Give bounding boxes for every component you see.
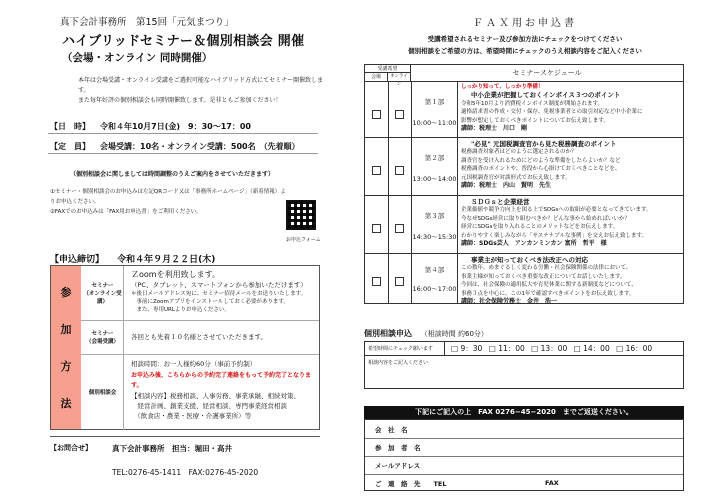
form-divider [365, 456, 683, 457]
header-online: オンライン [388, 73, 411, 81]
session-body: 調査官を受け入れるためにどのような準備をしたらよいか？など [461, 157, 621, 164]
individual-sub: （相談時間 約60分） [420, 330, 488, 338]
time-prompt: 希望時間にチェック願います [365, 342, 445, 356]
session-content [461, 256, 679, 306]
session-row [365, 137, 683, 138]
intro-line: また毎年好評の個別相談会も同時開催致します。是非ともご参加ください！ [78, 97, 282, 104]
column-divider [388, 81, 389, 304]
session-label: 第２部 13:00～14:00 [412, 154, 457, 183]
row-line: 経営計画、創業支援、経営相談、専門事業経営相談 [131, 402, 287, 410]
session-body: わかりやすく楽しみながら「サステナブルな事例」を交えお伝え致します。 [461, 232, 648, 239]
side-char: 法 [60, 397, 72, 410]
date-label: 【日 時】 [50, 122, 90, 131]
session-row [365, 195, 683, 196]
session-speaker: 講師：SDGs芸人 アンカンミンカン 富所 哲平 様 [461, 240, 607, 248]
row-line: また、専用URLよりお申込ください。 [131, 307, 230, 313]
qr-code[interactable] [286, 200, 316, 230]
session-title: ＳＤＧｓと企業経営 [471, 198, 530, 206]
qr-label: お申込フォーム [286, 237, 321, 243]
org-line: 真下会計事務所 第15回「元気まつり」 [60, 17, 234, 28]
note-line: ①セミナー・個別相談会のお申込みは左記QRコード又は「事務所ホームページ」（新着情報）よりお申込ください。 [50, 189, 286, 205]
session-body: 適格請求書の作成・交付・保存、免税事業者との取引対応など中小企業に [461, 109, 643, 116]
session-label: 第３部 14:30～15:30 [412, 212, 457, 241]
row-line: 【相談内容】税務相談、人事労務、事業承継、相続対策、 [131, 392, 300, 400]
session-body: この数年、めまぐるしく変わる労働・社会保険関係の法律において、 [461, 265, 632, 272]
time-slot-label: 14：00 [583, 344, 610, 353]
page-title: ハイブリッドセミナー＆個別相談会 開催 [62, 34, 305, 49]
session-content [461, 83, 679, 133]
company-field[interactable]: 会 社 名 [375, 426, 408, 434]
row-label-consult [82, 354, 124, 430]
session-body: 今回は、社会保険の適用拡大や育児休業に関する新制度などについて、 [461, 282, 637, 289]
side-char: 加 [60, 323, 72, 336]
session-body: 元国税調査官が対談形式でお伝え致します。 [461, 174, 571, 181]
time-slot[interactable]: □ [451, 344, 459, 353]
row-line: （飲食店・農業・医療・介護事業所）等 [131, 412, 252, 420]
consultation-note: （個別相談会に関しましては時間調整のうえご案内をさせていただきます） [70, 171, 275, 178]
seminar-schedule-table [364, 64, 684, 304]
row-line: 各回とも先着１０名様とさせていただきます。 [131, 333, 267, 341]
row-line: Ｚoomを利用致します。 [131, 270, 220, 279]
capacity-label: 【定 員】 [50, 142, 90, 151]
phone-field[interactable]: ご 連 絡 先 TEL [375, 480, 447, 488]
session-body: 影響が想定しておくべきポイントについてお伝え致します。 [461, 117, 609, 124]
session-row [365, 253, 683, 254]
row-label-line: セミナー [91, 331, 114, 337]
venue-checkbox[interactable] [372, 277, 381, 286]
session-body: 今なぜSDGs経営に取り組むべきか？どんな事から始めればいいか？ [461, 215, 630, 222]
form-instruction: 個別相談をご希望の方は、希望時間にチェックのうえ相談内容をご記入ください [408, 47, 642, 55]
time-slot[interactable]: □ [573, 344, 581, 353]
session-speaker: 講師：税理士 内山 賢明 先生 [461, 182, 552, 190]
session-title: 中小企業が把握しておくインボイス３つのポイント [471, 91, 621, 100]
session-body: 経営にSDGsを取り入れることのメリットなどをお伝えします。 [461, 224, 619, 231]
header-venue: 会場 [365, 73, 388, 81]
intro-text [78, 76, 333, 106]
row-line: 相談時間：お一人様約60分（事前予約制） [131, 360, 257, 368]
row-line: 事前にZoomアプリをインストールしておく必要があります。 [131, 299, 289, 305]
individual-title: 個別相談申込 [364, 329, 412, 338]
attendee-field[interactable]: 参 加 者 名 [375, 444, 421, 452]
application-notes [50, 187, 290, 217]
fax-form-title: ＦＡＸ用お申込書 [473, 18, 577, 29]
venue-checkbox[interactable] [372, 166, 381, 175]
online-checkbox[interactable] [395, 277, 404, 286]
header-wish: 受講希望 [365, 65, 411, 73]
individual-consult-title [364, 328, 488, 339]
time-slots [445, 342, 683, 356]
capacity-value: 会場受講：10名・オンライン受講：500名 （先着順） [100, 142, 300, 151]
row-line: お申込み後、こちらからの予約完了連絡をもって予約完了となります。 [131, 372, 312, 389]
session-body: 令和5年10月より消費税インボイス制度が開始されます。 [461, 100, 604, 107]
header-schedule: セミナースケジュール [512, 69, 582, 77]
side-char: 方 [60, 360, 72, 373]
email-field[interactable]: メールアドレス [375, 462, 421, 470]
applicant-form [364, 419, 684, 491]
time-slot-label: 11：00 [498, 344, 525, 353]
session-lead: しっかり知って、しっかり準備！ [461, 84, 544, 90]
participation-table [50, 265, 320, 430]
contact-block [50, 436, 320, 492]
session-label: 第１部 10:00～11:00 [412, 98, 457, 127]
session-row [365, 81, 683, 82]
fax-field[interactable]: FAX [545, 479, 559, 487]
page-subtitle: （会場・オンライン 同時開催） [62, 52, 213, 64]
column-divider [457, 81, 458, 304]
time-slot[interactable]: □ [531, 344, 539, 353]
row-content-venue [131, 332, 315, 342]
row-label-line: 個別相談会 [88, 390, 117, 396]
intro-line: 本年は会場受講・オンライン受講をご選択可能なハイブリッド方式にてセミナー開催致します。 [78, 77, 324, 94]
row-line: ＊後日メールアドレス宛に、セミナー招待メールをお送りいたします。 [131, 291, 307, 297]
session-body: 税務調査のポイントや、普段から心掛けておくべきことなどを、 [461, 166, 621, 173]
row-label-line: セミナー [91, 283, 114, 289]
row-label-venue [82, 320, 124, 354]
row-label-online [82, 266, 124, 320]
session-title: 事業主が知っておくべき法改正への対応 [471, 256, 588, 264]
online-checkbox[interactable] [395, 166, 404, 175]
side-char: 参 [60, 286, 72, 299]
form-instruction: 受講希望されるセミナー及び参加方法にチェックをつけてください [427, 35, 623, 43]
session-content [461, 198, 679, 248]
row-label-line: （会場受講） [85, 339, 119, 345]
session-speaker: 講師：税理士 川口 剛 [461, 125, 528, 133]
form-divider [365, 438, 683, 439]
session-body: 税務調査対象者はどのように選定されるのか？ [461, 149, 577, 156]
row-label-line: （オンライン受講） [83, 291, 122, 305]
date-value: 令和４年10月7日(金) 9：30～17：00 [100, 122, 251, 131]
time-slot[interactable]: □ [488, 344, 496, 353]
session-body: 事業主様が知っておくべき重要な改正についてお話しいたします。 [461, 273, 626, 280]
time-slot-label: 13：00 [540, 344, 568, 353]
time-slot[interactable]: □ [616, 344, 624, 353]
session-body: 企業価値や競争力向上を図る上でSDGsへの取組が必要となってきています。 [461, 207, 652, 214]
time-slot-label: 9：30 [460, 344, 483, 353]
row-content-online [131, 270, 315, 314]
online-checkbox[interactable] [395, 110, 404, 119]
deadline-value: 令和４年９月２２日(木) [117, 255, 216, 265]
fax-return-band: 下記にご記入の上 FAX 0276−45−2020 までご返送ください。 [364, 406, 684, 419]
venue-checkbox[interactable] [372, 110, 381, 119]
online-checkbox[interactable] [395, 224, 404, 233]
contact-label: 【お問合せ】 [50, 444, 92, 452]
contact-phone: TEL:0276-45-1411 FAX:0276-45-2020 [112, 468, 259, 477]
session-title: "必見" 元国税調査官から見た税務調査のポイント [471, 140, 617, 148]
session-body: 事務３点を中心に、この1年で確認すべきポイントをお伝え致します。 [461, 290, 635, 297]
individual-consult-table [364, 341, 684, 389]
contact-org: 真下会計事務所 担当：堀田・高井 [112, 444, 232, 453]
divider [48, 133, 318, 134]
time-slot-label: 16：00 [625, 344, 653, 353]
form-divider [365, 474, 683, 475]
consult-content-field[interactable] [365, 356, 683, 388]
session-speaker: 講師：社会保険労務士 金井 浩一 [461, 298, 558, 306]
deadline [50, 252, 215, 265]
row-content-consult [131, 358, 315, 421]
venue-checkbox[interactable] [372, 224, 381, 233]
deadline-label: 【申込締切】 [50, 255, 105, 265]
note-line: ②FAXでのお申込みは「FAX用お申込書」をご利用ください。 [50, 209, 202, 215]
divider [48, 153, 318, 154]
content-prompt: 相談内容をご記入ください [368, 360, 429, 366]
session-content [461, 140, 679, 190]
row-line: （PC、タブレット、スマートフォンから参加いただけます） [131, 281, 307, 289]
session-label: 第４部 16:00～17:00 [412, 266, 457, 293]
participation-sidebar [51, 266, 81, 429]
